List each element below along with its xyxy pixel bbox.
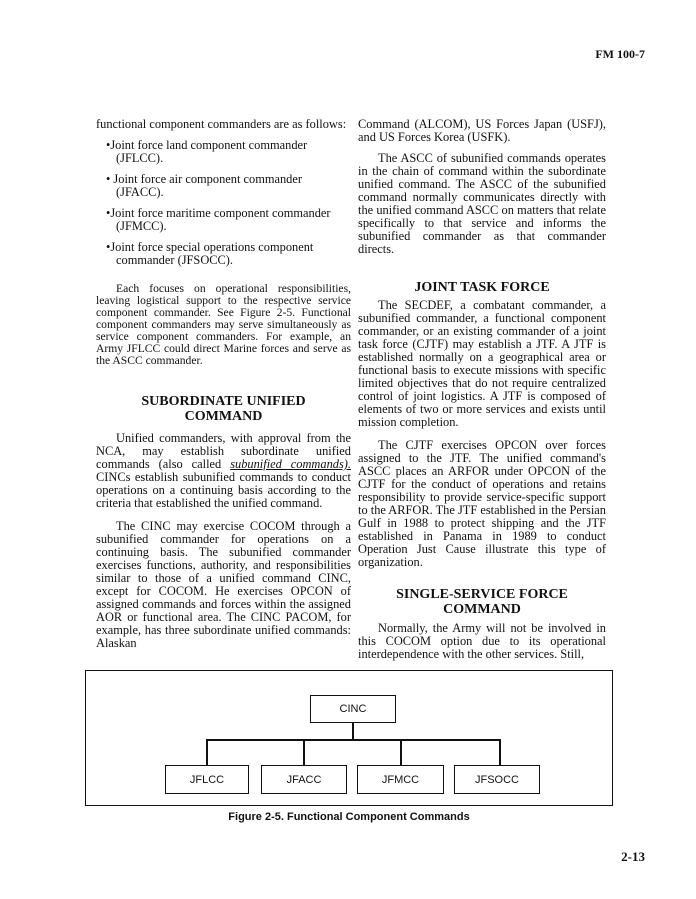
- node-cinc: CINC: [310, 695, 396, 723]
- paragraph-ascc: The ASCC of subunified commands operates in the chain of command within the subordinate unified command. The ASCC of the subunified command normally communicates directly with the unified command ASCC on matters that relate specifically to that service and informs the subunified commander as that commander directs.: [358, 151, 606, 256]
- heading-single-service: [358, 587, 606, 617]
- paragraph-alcom: Command (ALCOM), US Forces Japan (USFJ), and US Forces Korea (USFK).: [358, 117, 606, 144]
- bullet-jfsocc: •Joint force special operations component commander (JFSOCC).: [106, 240, 314, 267]
- text-span: CINCs establish subunified commands to conduct operations on a continuing basis according to the criteria that established the unified command.: [96, 470, 351, 510]
- heading-line: COMMAND: [184, 409, 263, 424]
- bullet-jfmcc: •Joint force maritime component commander (JFMCC).: [106, 206, 331, 233]
- figure-org-chart: [85, 670, 613, 806]
- node-jflcc: JFLCC: [165, 765, 249, 794]
- node-jfmcc: JFMCC: [357, 765, 444, 794]
- paragraph-single-service: Normally, the Army will not be involved in this COCOM option due to its operational interdependence with the other services. Still,: [358, 621, 606, 661]
- figure-caption: Figure 2-5. Functional Component Commands: [228, 811, 470, 823]
- paragraph-cjtf: The CJTF exercises OPCON over forces assigned to the JTF. The unified command's ASCC places an ARFOR under OPCON of the CJTF for the conduct of operations and retains responsibility to provide service-specific support to the ARFOR. The JTF established in the Persian Gulf in 1988 to protect shipping and the JTF established in Panama in 1989 to conduct Operation Just Cause illustrate this type of organization.: [358, 438, 606, 569]
- left-column: [96, 118, 351, 650]
- node-jfacc: JFACC: [261, 765, 347, 794]
- paragraph-jtf: The SECDEF, a combatant commander, a subunified commander, a functional component commander, or an existing commander of a joint task force (CJTF) may establish a JTF. A JTF is established normally on a geographical area or functional basis to execute missions with specific limited objectives that do not require centralized control of joint logistics. A JTF is composed of elements of two or more services and exists until mission completion.: [358, 298, 606, 429]
- paragraph-unified-commanders: [96, 432, 351, 510]
- page-number: 2-13: [621, 849, 645, 864]
- connector-jfsocc: [499, 739, 501, 765]
- connector-jfacc: [303, 739, 305, 765]
- connector-jfmcc: [400, 739, 402, 765]
- bullet-jflcc: •Joint force land component commander (JFLCC).: [106, 138, 308, 165]
- heading-line: COMMAND: [443, 602, 521, 617]
- right-column: [358, 118, 606, 661]
- heading-line: SINGLE-SERVICE FORCE: [396, 587, 568, 602]
- text-span: Unified commanders, with approval from the NCA, may establish subordinate unified commands (also called: [96, 431, 351, 471]
- connector-vertical-root: [352, 723, 354, 739]
- intro-text: functional component commanders are as follows:: [96, 117, 347, 131]
- heading-line: SUBORDINATE UNIFIED: [141, 394, 306, 409]
- heading-joint-task-force: JOINT TASK FORCE: [414, 280, 550, 295]
- document-code: FM 100-7: [595, 47, 645, 61]
- bullet-jfacc: • Joint force air component commander (JFACC).: [106, 172, 302, 199]
- paragraph-cinc-cocom: The CINC may exercise COCOM through a subunified commander for operations on a continuing basis. The subunified commander exercises functions, authority, and responsibilities similar to those of a unified command CINC, except for COCOM. He exercises OPCON of assigned commands and forces within the assigned AOR or functional area. The CINC PACOM, for example, has three subordinate unified commands: Alaskan: [96, 519, 351, 650]
- paragraph-focus: Each focuses on operational responsibilities, leaving logistical support to the respective service component commander. See Figure 2-5. Functional component commanders may serve simultaneously as service component commanders. For example, an Army JFLCC could direct Marine forces and serve as the ASCC commander.: [96, 282, 351, 367]
- node-jfsocc: JFSOCC: [454, 765, 540, 794]
- italic-term: subunified commands).: [230, 457, 352, 471]
- heading-subordinate-unified: [96, 394, 351, 424]
- connector-horizontal: [206, 739, 501, 741]
- connector-jflcc: [206, 739, 208, 765]
